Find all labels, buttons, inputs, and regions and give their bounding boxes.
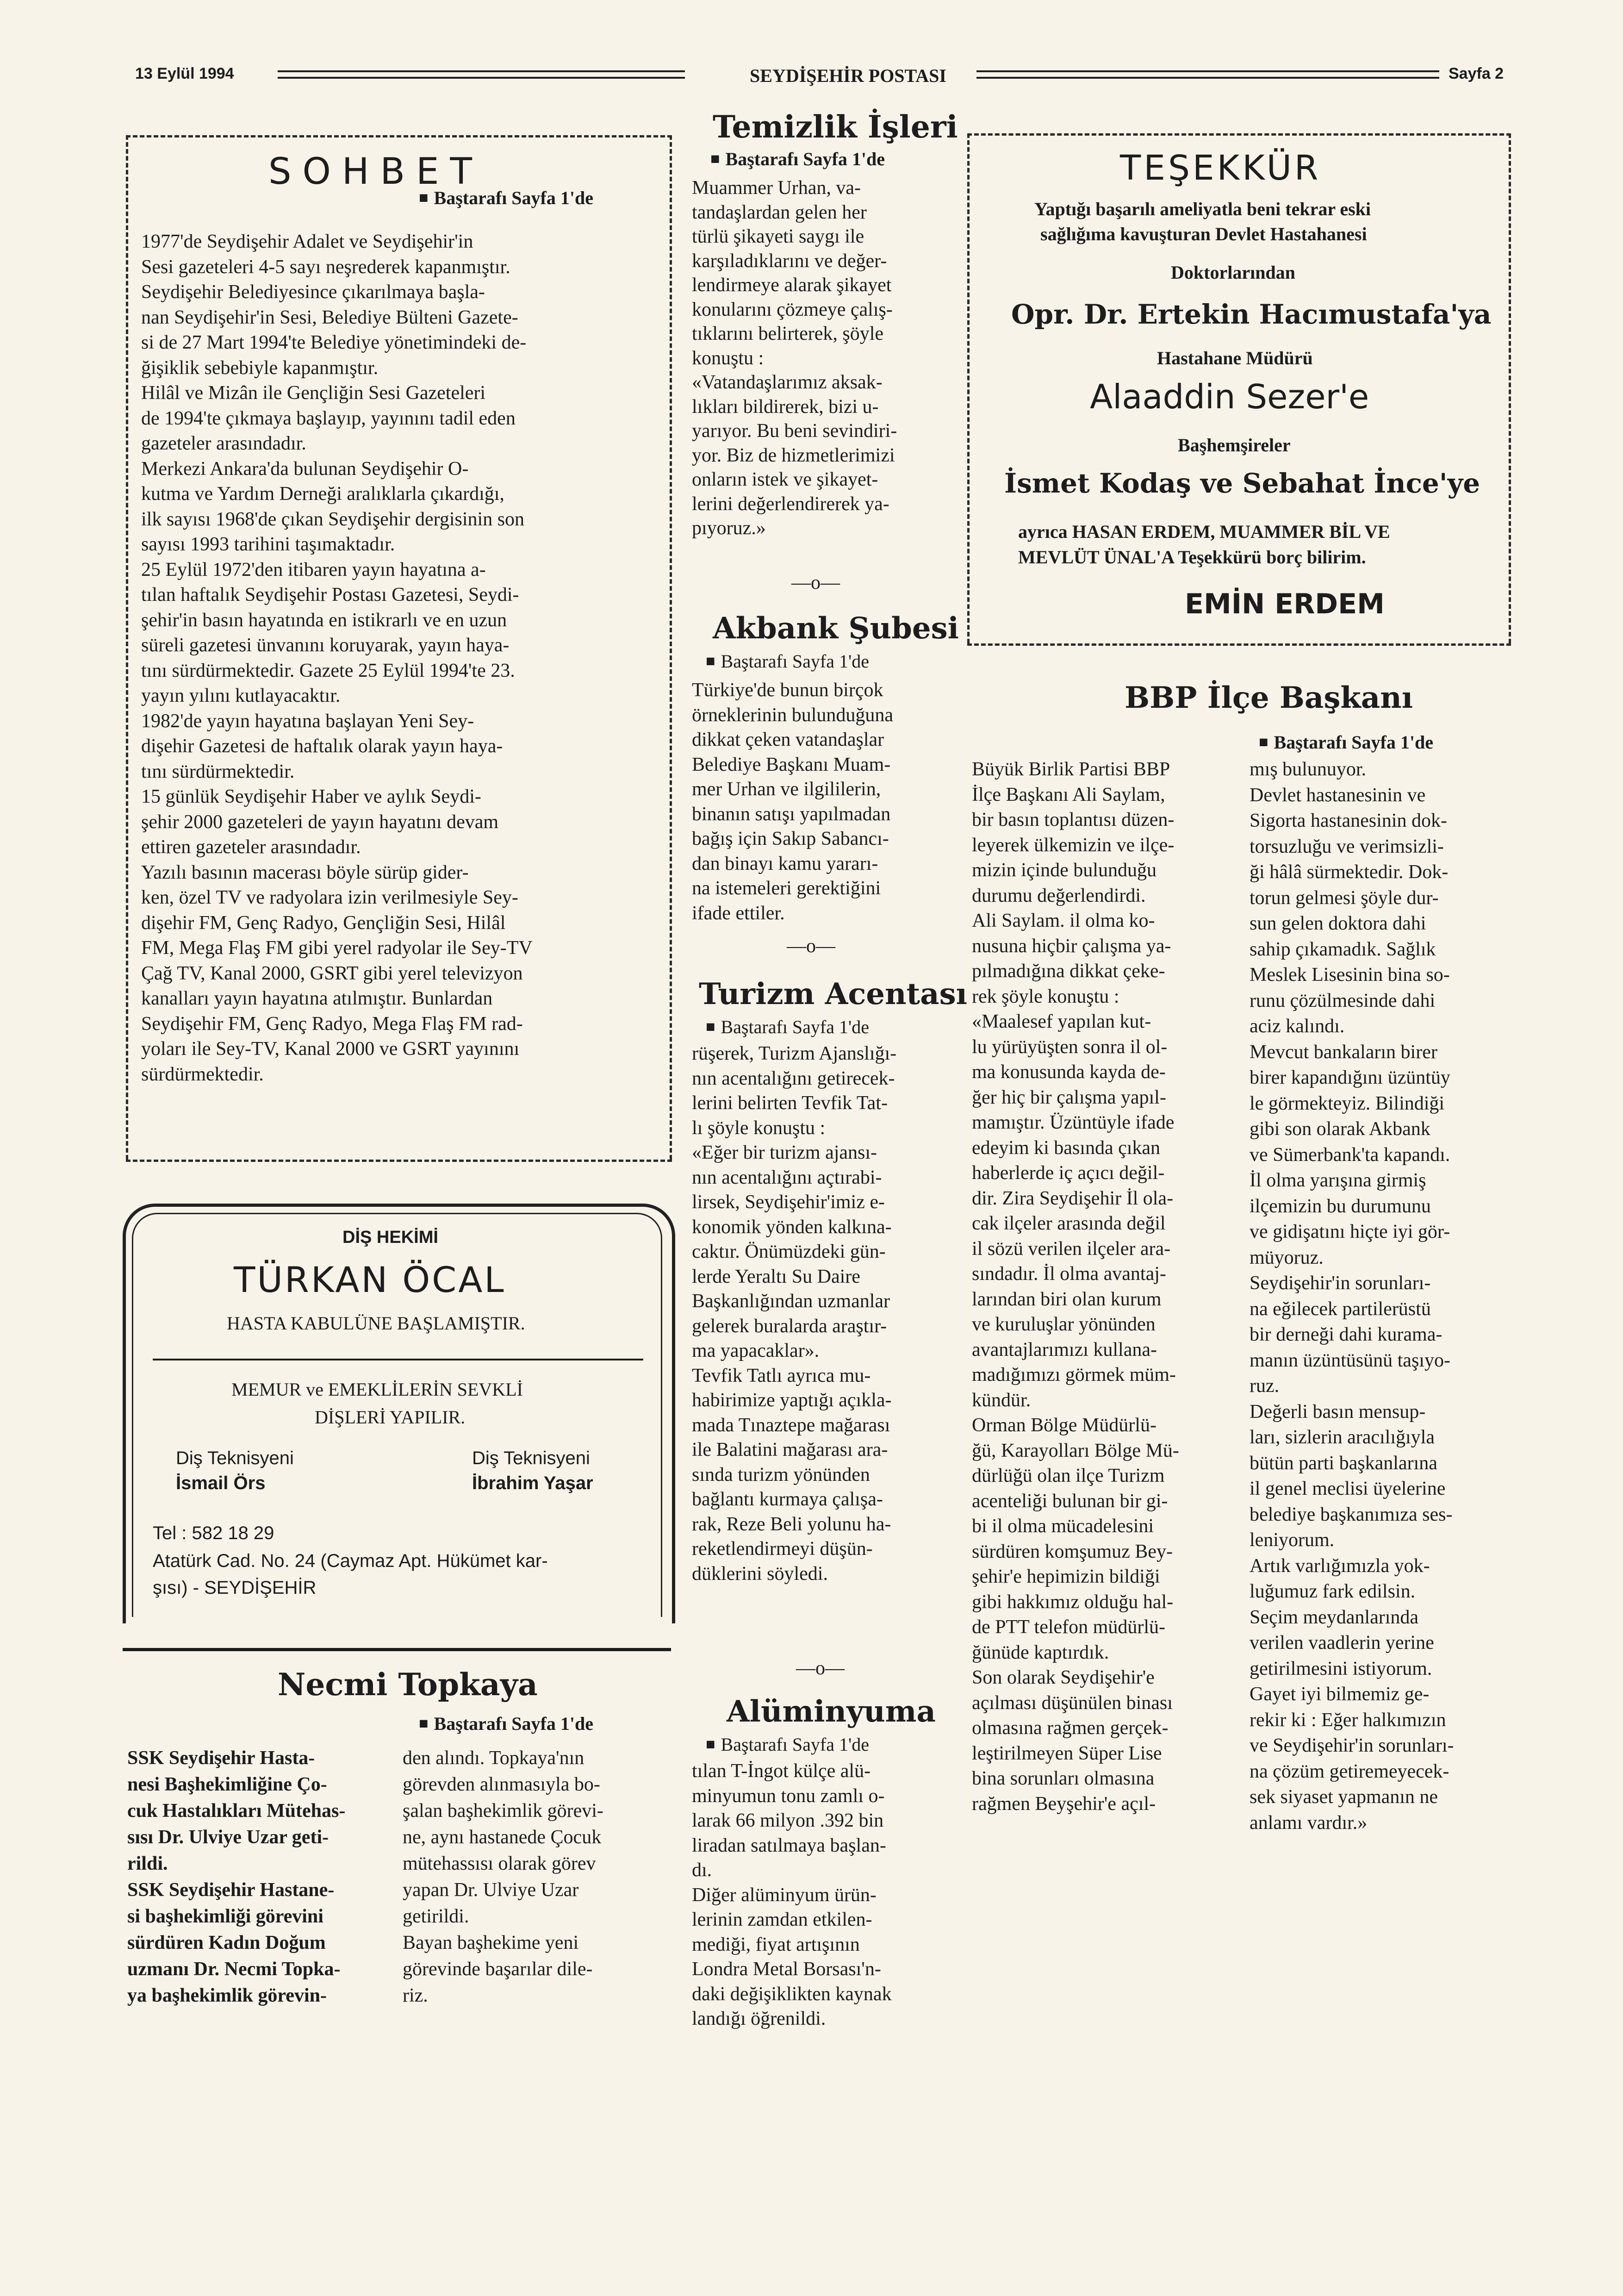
bbp-left-line: İlçe Başkanı Ali Saylam, — [972, 784, 1165, 805]
sohbet-line: Merkezi Ankara'da bulunan Seydişehir O- — [141, 458, 469, 480]
bbp-left-line: nusuna hiçbir çalışma ya- — [972, 935, 1171, 957]
sohbet-line: tını sürdürmektedir. Gazete 25 Eylül 1994'te 23. — [141, 660, 515, 681]
bbp-left-line: bina sorunları olmasına — [972, 1768, 1155, 1789]
bbp-left-line: larından biri olan kurum — [972, 1288, 1162, 1310]
bbp-left-line: il sözü verilen ilçeler ara- — [972, 1238, 1171, 1260]
tesekkur-doctor: Opr. Dr. Ertekin Hacımustafa'ya — [1011, 299, 1492, 330]
temizlik-line: lendirmeye alarak şikayet — [692, 275, 892, 296]
temizlik-line: lerini değerlendirerek ya- — [692, 493, 889, 515]
akbank-line: binanın satışı yapılmadan — [692, 803, 891, 825]
header-rule-left-2 — [278, 77, 685, 79]
necmi-right-line: şalan başhekimlik görevi- — [403, 1800, 603, 1822]
dentist-address-2: şısı) - SEYDİŞEHİR — [153, 1578, 317, 1598]
bbp-continued: ■ Baştarafı Sayfa 1'de — [1259, 731, 1433, 753]
necmi-left-line: sısı Dr. Ulviye Uzar geti- — [127, 1827, 329, 1848]
bbp-right-line: leniyorum. — [1250, 1529, 1335, 1551]
sohbet-line: de 1994'te çıkmaya başlayıp, yayınını tadil eden — [141, 407, 516, 429]
sohbet-line: gazeteler arasındadır. — [141, 433, 306, 454]
akbank-continued: ■ Baştarafı Sayfa 1'de — [706, 650, 869, 672]
turizm-line: lı şöyle konuştu : — [692, 1117, 826, 1139]
akbank-line: mer Urhan ve ilgililerin, — [692, 779, 881, 800]
tesekkur-signature: EMİN ERDEM — [1185, 588, 1385, 620]
sohbet-line: süreli gazetesi ünvanını koruyarak, yayın haya- — [141, 635, 510, 656]
bbp-right-line: na eğilecek partilerüstü — [1250, 1298, 1431, 1320]
temizlik-continued: ■ Baştarafı Sayfa 1'de — [710, 148, 885, 170]
bbp-right-line: luğumuz fark edilsin. — [1250, 1581, 1416, 1602]
turizm-line: sında turizm yönünden — [692, 1464, 870, 1485]
bbp-right-line: müyoruz. — [1250, 1247, 1324, 1268]
bbp-right-line: Seçim meydanlarında — [1250, 1606, 1419, 1628]
akbank-line: Belediye Başkanı Muam- — [692, 754, 891, 775]
akbank-line: örneklerinin bulunduğuna — [692, 704, 894, 726]
bbp-right-line: bütün parti başkanlarına — [1250, 1452, 1437, 1474]
necmi-column-left — [127, 1745, 386, 2009]
aluminyum-line: lerinin zamdan etkilen- — [692, 1909, 872, 1930]
bbp-right-line: ve Seydişehir'in sorunları- — [1250, 1735, 1454, 1756]
header-rule-left — [278, 70, 685, 72]
dentist-tech1-name: İsmail Örs — [176, 1473, 266, 1493]
necmi-column-right — [403, 1745, 662, 2009]
bbp-right-line: torun gelmesi şöyle dur- — [1250, 887, 1439, 909]
turizm-body — [692, 1042, 951, 1586]
sohbet-line: dişehir FM, Genç Radyo, Gençliğin Sesi, Hilâl — [141, 912, 506, 934]
bbp-right-line: Mevcut bankaların birer — [1250, 1041, 1437, 1063]
bbp-left-line: de PTT telefon müdürlü- — [972, 1616, 1165, 1638]
bbp-right-line: il genel meclisi üyelerine — [1250, 1478, 1446, 1499]
tesekkur-line-2: sağlığıma kavuşturan Devlet Hastahanesi — [1040, 224, 1367, 244]
sohbet-line: nan Seydişehir'in Sesi, Belediye Bülteni Gazete- — [141, 306, 518, 328]
sohbet-line: kanalları yayın hayatına atılmıştır. Bunlardan — [141, 988, 493, 1009]
bbp-left-line: avantajlarımızı kullana- — [972, 1339, 1157, 1360]
bbp-left-line: durumu değerlendirdi. — [972, 885, 1146, 906]
akbank-line: ifade ettiler. — [692, 902, 785, 924]
akbank-line: dikkat çeken vatandaşlar — [692, 729, 884, 750]
necmi-left-line: uzmanı Dr. Necmi Topka- — [127, 1959, 341, 1980]
turizm-line: habirimize yaptığı açıkla- — [692, 1390, 892, 1411]
separator-2: —o— — [787, 936, 835, 957]
tesekkur-nurses: İsmet Kodaş ve Sebahat İnce'ye — [1004, 468, 1480, 499]
sohbet-line: ettiren gazeteler arasındadır. — [141, 836, 361, 858]
bbp-right-line: bir derneği dahi kurama- — [1250, 1324, 1443, 1345]
tesekkur-line-4: Hastahane Müdürü — [1157, 348, 1313, 368]
bbp-right-line: ilçemizin bu durumunu — [1250, 1195, 1431, 1217]
temizlik-line: tıklarını belirterek, şöyle — [692, 323, 884, 344]
turizm-continued: ■ Baştarafı Sayfa 1'de — [706, 1016, 869, 1038]
aluminyum-body — [692, 1759, 951, 2032]
sohbet-line: ğişiklik sebebiyle kapanmıştır. — [141, 357, 379, 379]
sohbet-line: Çağ TV, Kanal 2000, GSRT gibi yerel televizyon — [141, 962, 523, 984]
necmi-left-line: si başhekimliği görevini — [127, 1906, 323, 1927]
dentist-ad-bottom-rule — [123, 1648, 671, 1651]
separator-1: —o— — [791, 572, 840, 593]
akbank-line: na istemeleri gerektiğini — [692, 878, 881, 899]
aluminyum-line: liradan satılmaya başlan- — [692, 1834, 886, 1856]
bbp-title: BBP İlçe Başkanı — [1125, 680, 1413, 715]
sohbet-line: şehir'in basın hayatında en istikrarlı ve en uzun — [141, 609, 507, 631]
sohbet-line: FM, Mega Flaş FM gibi yerel radyolar ile Sey-TV — [141, 937, 533, 959]
necmi-continued: ■ Baştarafı Sayfa 1'de — [419, 1713, 593, 1734]
necmi-left-line: cuk Hastalıkları Mütehas- — [127, 1800, 346, 1822]
bbp-left-line: acenteliği bulunan bir gi- — [972, 1490, 1168, 1512]
dentist-ad-referral-1: MEMUR ve EMEKLİLERİN SEVKLİ — [231, 1379, 523, 1400]
bbp-left-line: olmasına rağmen gerçek- — [972, 1717, 1169, 1739]
temizlik-line: lıkları bildirerek, bizi u- — [692, 396, 879, 418]
bbp-right-line: ve gidişatını hiçte iyi gör- — [1250, 1221, 1450, 1242]
dentist-tech2-title: Diş Teknisyeni — [472, 1448, 590, 1468]
temizlik-line: yarıyor. Bu beni sevindiri- — [692, 420, 897, 442]
aluminyum-line: minyumun tonu zamlı o- — [692, 1785, 885, 1807]
tesekkur-title: TEŞEKKÜR — [1120, 148, 1321, 188]
akbank-line: dan binayı kamu yararı- — [692, 853, 878, 874]
turizm-line: ma yapacaklar». — [692, 1340, 820, 1361]
dentist-phone: Tel : 582 18 29 — [153, 1523, 274, 1543]
dentist-ad-name: TÜRKAN ÖCAL — [234, 1259, 506, 1300]
temizlik-line: konularını çözmeye çalış- — [692, 299, 893, 320]
sohbet-line: dişehir Gazetesi de haftalık olarak yayın haya- — [141, 736, 503, 757]
tesekkur-line-5: Başhemşireler — [1178, 435, 1291, 455]
sohbet-line: tılan haftalık Seydişehir Postası Gazetesi, Seydi- — [141, 584, 519, 605]
sohbet-line: Sesi gazeteleri 4-5 sayı neşrederek kapanmıştır. — [141, 256, 510, 278]
bbp-right-line: verilen vaadlerin yerine — [1250, 1632, 1434, 1653]
bbp-left-line: dir. Zira Seydişehir İl ola- — [972, 1187, 1174, 1209]
sohbet-border-bottom — [126, 1160, 672, 1162]
necmi-left-line: ya başhekimlik görevin- — [127, 1985, 327, 2006]
bbp-left-line: Orman Bölge Müdürlü- — [972, 1415, 1157, 1436]
sohbet-continued: ■ Baştarafı Sayfa 1'de — [419, 187, 593, 209]
bbp-right-line: sek siyaset yapmanın ne — [1250, 1786, 1438, 1808]
bbp-right-line: Meslek Lisesinin bina so- — [1250, 964, 1450, 986]
temizlik-line: konuştu : — [692, 347, 764, 369]
sohbet-line: 25 Eylül 1972'den itibaren yayın hayatına a- — [141, 559, 486, 580]
temizlik-line: «Vatandaşlarımız aksak- — [692, 372, 883, 393]
temizlik-line: Muammer Urhan, va- — [692, 177, 861, 199]
sohbet-border-right — [670, 135, 672, 1160]
sohbet-title: SOHBET — [268, 151, 483, 193]
akbank-line: Türkiye'de bunun birçok — [692, 680, 883, 701]
tesekkur-director: Alaaddin Sezer'e — [1090, 377, 1369, 416]
aluminyum-line: Londra Metal Borsası'n- — [692, 1959, 881, 1980]
necmi-right-line: Bayan başhekime yeni — [403, 1932, 579, 1953]
sohbet-line: ilk sayısı 1968'de çıkan Seydişehir dergisinin son — [141, 508, 525, 530]
akbank-title: Akbank Şubesi — [713, 611, 959, 646]
sohbet-line: Seydişehir Belediyesince çıkarılmaya başla- — [141, 281, 485, 303]
tesekkur-line-1: Yaptığı başarılı ameliyatla beni tekrar eski — [1034, 199, 1371, 219]
bbp-right-line: gibi son olarak Akbank — [1250, 1118, 1430, 1140]
aluminyum-line: larak 66 milyon .392 bin — [692, 1810, 884, 1831]
bbp-right-line: Gayet iyi bilmemiz ge- — [1250, 1684, 1430, 1705]
necmi-right-line: riz. — [403, 1985, 428, 2006]
akbank-line: bağış için Sakıp Sabancı- — [692, 828, 889, 849]
bbp-right-line: rekir ki : Eğer halkımızın — [1250, 1709, 1446, 1731]
necmi-title: Necmi Topkaya — [278, 1666, 538, 1703]
sohbet-line: si de 27 Mart 1994'te Belediye yönetimindeki de- — [141, 332, 527, 353]
bbp-right-line: ği hâlâ sürmektedir. Dok- — [1250, 861, 1449, 883]
turizm-line: lerde Yeraltı Su Daire — [692, 1266, 860, 1287]
bbp-right-line: mış bulunuyor. — [1250, 759, 1367, 780]
aluminyum-line: daki değişiklikten kaynak — [692, 1983, 892, 2005]
tesekkur-line-7: MEVLÜT ÜNAL'A Teşekkürü borç bilirim. — [1018, 547, 1366, 568]
necmi-left-line: rildi. — [127, 1853, 168, 1874]
page-number: Sayfa 2 — [1449, 65, 1504, 82]
bbp-right-line: ruz. — [1250, 1375, 1280, 1397]
temizlik-line: onların istek ve şikayet- — [692, 469, 878, 490]
necmi-left-line: nesi Başhekimliğine Ço- — [127, 1774, 327, 1795]
bbp-left-line: ve kuruluşlar yönünden — [972, 1314, 1156, 1335]
newspaper-name: SEYDİŞEHİR POSTASI — [750, 65, 946, 86]
necmi-left-line: SSK Seydişehir Hastane- — [127, 1879, 335, 1901]
bbp-right-line: ları, sizlerin aracılığıyla — [1250, 1427, 1435, 1448]
bbp-left-line: ma konusunda kayda de- — [972, 1061, 1166, 1083]
turizm-line: rüşerek, Turizm Ajanslığı- — [692, 1043, 897, 1064]
bbp-left-line: ğü, Karayolları Bölge Mü- — [972, 1440, 1179, 1461]
sohbet-border-top — [126, 135, 672, 137]
necmi-right-line: ne, aynı hastanede Çocuk — [403, 1827, 602, 1848]
turizm-line: konomik yönden kalkına- — [692, 1216, 892, 1238]
dentist-tech2-name: İbrahim Yaşar — [472, 1473, 593, 1493]
bbp-right-line: İl olma yarışına girmiş — [1250, 1170, 1426, 1191]
turizm-line: «Eğer bir turizm ajansı- — [692, 1142, 877, 1163]
bbp-column-left — [972, 757, 1231, 1816]
aluminyum-title: Alüminyuma — [727, 1694, 936, 1729]
tesekkur-border-left — [967, 133, 970, 643]
tesekkur-border-bottom — [967, 643, 1511, 646]
sohbet-line: tını sürdürmektedir. — [141, 761, 295, 782]
bbp-left-line: edeyim ki basında çıkan — [972, 1137, 1161, 1159]
turizm-line: ile Balatini mağarası ara- — [692, 1439, 888, 1460]
bbp-left-line: Büyük Birlik Partisi BBP — [972, 759, 1170, 780]
bbp-right-line: birer kapandığını üzüntüy — [1250, 1067, 1450, 1088]
dentist-ad-divider — [153, 1359, 643, 1360]
bbp-right-line: belediye başkanımıza ses- — [1250, 1504, 1453, 1525]
issue-date: 13 Eylül 1994 — [135, 65, 234, 82]
temizlik-title: Temizlik İşleri — [713, 109, 958, 145]
necmi-right-line: den alındı. Topkaya'nın — [403, 1747, 585, 1769]
bbp-left-line: kündür. — [972, 1389, 1031, 1411]
akbank-body — [692, 678, 951, 926]
bbp-left-line: ğünüde kaptırdık. — [972, 1641, 1109, 1663]
temizlik-line: türlü şikayeti saygı ile — [692, 226, 864, 247]
turizm-line: nın acentalığını açtırabi- — [692, 1167, 882, 1188]
turizm-line: gelerek buralarda araştır- — [692, 1315, 887, 1337]
necmi-right-line: getirildi. — [403, 1906, 469, 1927]
bbp-right-line: getirilmesini istiyorum. — [1250, 1658, 1432, 1679]
dentist-tech1-title: Diş Teknisyeni — [176, 1448, 294, 1468]
turizm-line: caktır. Önümüzdeki gün- — [692, 1241, 886, 1262]
bbp-left-line: gibi hakkımız olduğu hal- — [972, 1591, 1174, 1613]
bbp-left-line: ğer hiç bir çalışma yapıl- — [972, 1086, 1166, 1108]
bbp-left-line: «Maalesef yapılan kut- — [972, 1011, 1151, 1032]
tesekkur-line-3: Doktorlarından — [1171, 262, 1295, 283]
sohbet-line: 1977'de Seydişehir Adalet ve Seydişehir'in — [141, 231, 473, 252]
dentist-ad-accepting: HASTA KABULÜNE BAŞLAMIŞTIR. — [227, 1313, 525, 1334]
bbp-left-line: rek şöyle konuştu : — [972, 986, 1119, 1007]
bbp-right-line: na çözüm getiremeyecek- — [1250, 1760, 1449, 1782]
bbp-left-line: pılmadığına dikkat çeke- — [972, 961, 1165, 982]
bbp-left-line: bir basın toplantısı düzen- — [972, 809, 1175, 830]
bbp-left-line: mizin içinde bulunduğu — [972, 860, 1157, 881]
necmi-right-line: mütehassısı olarak görev — [403, 1853, 596, 1874]
bbp-left-line: açılması düşünülen binası — [972, 1692, 1173, 1714]
tesekkur-border-right — [1509, 133, 1511, 643]
sohbet-body — [141, 229, 659, 1087]
turizm-line: düklerini söyledi. — [692, 1563, 828, 1585]
aluminyum-continued: ■ Baştarafı Sayfa 1'de — [706, 1734, 869, 1755]
sohbet-line: şehir 2000 gazeteleri de yayın hayatını devam — [141, 811, 499, 833]
sohbet-line: yayın yılını kutlayacaktır. — [141, 685, 341, 706]
bbp-left-line: Son olarak Seydişehir'e — [972, 1667, 1155, 1688]
bbp-right-line: Artık varlığımızla yok- — [1250, 1555, 1430, 1577]
separator-3: —o— — [796, 1658, 845, 1679]
turizm-line: rak, Reze Beli yolunu ha- — [692, 1513, 891, 1535]
sohbet-line: kutma ve Yardım Derneği aralıklarla çıkardığı, — [141, 483, 504, 505]
bbp-right-line: ve Sümerbank'ta kapandı. — [1250, 1144, 1450, 1166]
necmi-left-line: SSK Seydişehir Hasta- — [127, 1747, 315, 1769]
sohbet-line: 15 günlük Seydişehir Haber ve aylık Seydi- — [141, 786, 481, 807]
header-rule-right — [976, 70, 1439, 72]
bbp-left-line: lu yürüyüşten sonra il ol- — [972, 1036, 1168, 1058]
bbp-right-line: Seydişehir'in sorunları- — [1250, 1273, 1431, 1294]
bbp-right-line: sun gelen doktora dahi — [1250, 913, 1426, 934]
aluminyum-line: mediği, fiyat artışının — [692, 1934, 860, 1955]
dentist-address-1: Atatürk Cad. No. 24 (Caymaz Apt. Hükümet kar- — [153, 1551, 548, 1571]
sohbet-line: 1982'de yayın hayatına başlayan Yeni Sey- — [141, 710, 474, 732]
bbp-right-line: torsuzluğu ve verimsizli- — [1250, 836, 1444, 857]
necmi-right-line: yapan Dr. Ulviye Uzar — [403, 1879, 579, 1901]
aluminyum-line: tılan T-İngot külçe alü- — [692, 1760, 871, 1782]
bbp-left-line: haberlerde iç açıcı değil- — [972, 1162, 1165, 1184]
bbp-right-line: Değerli basın mensup- — [1250, 1401, 1426, 1423]
header-rule-right-2 — [976, 77, 1439, 79]
bbp-left-line: leyerek ülkemizin ve ilçe- — [972, 834, 1175, 856]
turizm-line: nın acentalığını getirecek- — [692, 1067, 895, 1089]
dentist-ad-label: DİŞ HEKİMİ — [342, 1228, 438, 1247]
sohbet-line: Seydişehir FM, Genç Radyo, Mega Flaş FM rad- — [141, 1013, 523, 1035]
bbp-right-line: manın üzüntüsünü taşıyo- — [1250, 1349, 1450, 1371]
bbp-left-line: sındadır. İl olma avantaj- — [972, 1263, 1166, 1285]
temizlik-body — [692, 176, 951, 541]
sohbet-line: sürdürmektedir. — [141, 1063, 264, 1085]
turizm-line: mada Tınaztepe mağarası — [692, 1414, 890, 1436]
bbp-right-line: sahip çıkamadık. Sağlık — [1250, 938, 1436, 960]
tesekkur-border-top — [967, 133, 1511, 136]
bbp-right-line: Devlet hastanesinin ve — [1250, 784, 1426, 806]
bbp-left-line: Ali Saylam. il olma ko- — [972, 910, 1155, 931]
sohbet-line: Yazılı basının macerası böyle sürüp gider- — [141, 861, 469, 883]
bbp-right-line: le görmekteyiz. Bilindiği — [1250, 1092, 1445, 1114]
temizlik-line: karşıladıklarını ve değer- — [692, 250, 887, 272]
aluminyum-line: Diğer alüminyum ürün- — [692, 1884, 877, 1906]
turizm-line: Başkanlığından uzmanlar — [692, 1291, 890, 1312]
sohbet-line: Hilâl ve Mizân ile Gençliğin Sesi Gazeteleri — [141, 382, 486, 404]
sohbet-line: yoları ile Sey-TV, Kanal 2000 ve GSRT yayınını — [141, 1038, 520, 1060]
bbp-left-line: cak ilçeler arasında değil — [972, 1213, 1166, 1234]
temizlik-line: pıyoruz.» — [692, 518, 766, 539]
aluminyum-line: landığı öğrenildi. — [692, 2008, 826, 2029]
turizm-line: lerini belirten Tevfik Tat- — [692, 1092, 888, 1114]
temizlik-line: tandaşlardan gelen her — [692, 201, 867, 223]
bbp-left-line: madığımızı görmek müm- — [972, 1364, 1176, 1385]
turizm-line: Tevfik Tatlı ayrıca mu- — [692, 1365, 871, 1386]
bbp-left-line: dürlüğü olan ilçe Turizm — [972, 1465, 1165, 1486]
turizm-title: Turizm Acentası — [699, 977, 967, 1011]
turizm-line: lirsek, Seydişehir'imiz e- — [692, 1192, 885, 1213]
bbp-right-line: runu çözülmesinde dahi — [1250, 990, 1436, 1011]
turizm-line: bağlantı kurmaya çalışa- — [692, 1489, 883, 1510]
sohbet-line: sayısı 1993 tarihini taşımaktadır. — [141, 534, 395, 555]
sohbet-border-left — [126, 135, 128, 1160]
bbp-left-line: şehir'e hepimizin bildiği — [972, 1566, 1160, 1587]
bbp-right-line: anlamı vardır.» — [1250, 1812, 1368, 1834]
dentist-ad-referral-2: DİŞLERİ YAPILIR. — [315, 1407, 466, 1428]
bbp-left-line: leştirilmeyen Süper Lise — [972, 1742, 1162, 1764]
temizlik-line: yor. Biz de hizmetlerimizi — [692, 444, 895, 466]
bbp-left-line: mamıştır. Üzüntüyle ifade — [972, 1112, 1175, 1133]
bbp-right-line: Sigorta hastanesinin dok- — [1250, 810, 1447, 831]
bbp-left-line: bi il olma mücadelesini — [972, 1516, 1154, 1537]
turizm-line: reketlendirmeyi düşün- — [692, 1538, 873, 1560]
bbp-column-right — [1250, 757, 1509, 1836]
bbp-left-line: rağmen Beyşehir'e açıl- — [972, 1793, 1156, 1815]
aluminyum-line: dı. — [692, 1859, 712, 1881]
necmi-right-line: görevinde başarılar dile- — [403, 1959, 593, 1980]
sohbet-line: ken, özel TV ve radyolara izin verilmesiyle Sey- — [141, 887, 518, 908]
bbp-left-line: sürdüren komşumuz Bey- — [972, 1541, 1173, 1562]
necmi-left-line: sürdüren Kadın Doğum — [127, 1932, 326, 1953]
bbp-right-line: aciz kalındı. — [1250, 1016, 1345, 1037]
necmi-right-line: görevden alınmasıyla bo- — [403, 1774, 600, 1795]
tesekkur-line-6: ayrıca HASAN ERDEM, MUAMMER BİL VE — [1018, 521, 1390, 542]
